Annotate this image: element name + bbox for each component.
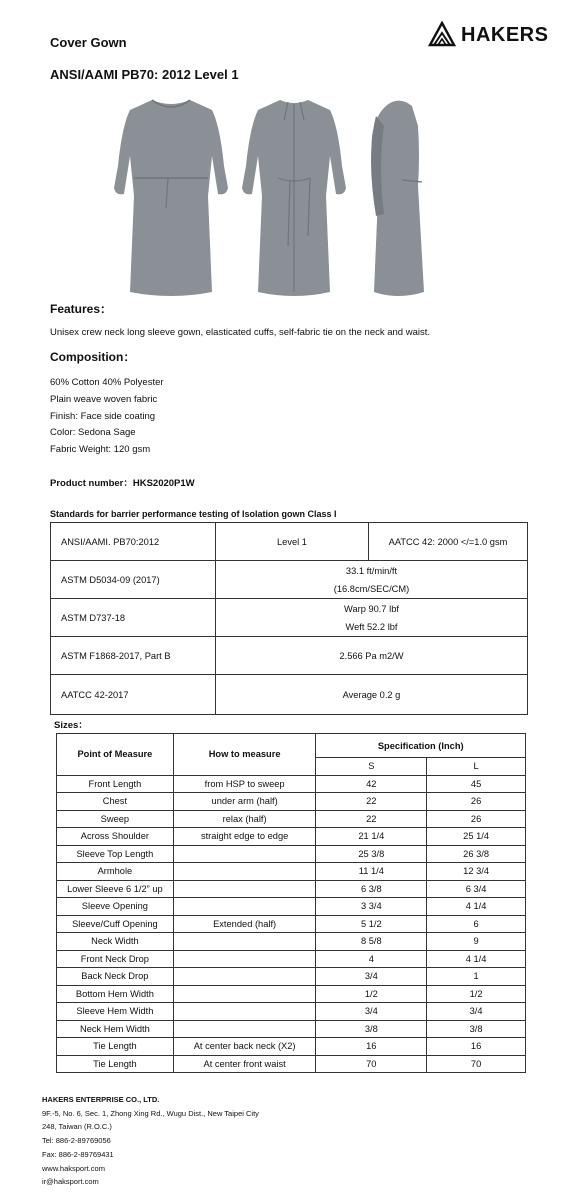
table-cell: 3/4: [427, 1003, 526, 1021]
cell-line: 33.1 ft/min/ft: [345, 565, 398, 576]
company-fax: Fax: 886-2-89769431: [42, 1149, 114, 1159]
table-row: [57, 1003, 526, 1021]
table-cell: 4 1/4: [427, 950, 526, 968]
table-row: [51, 675, 528, 715]
table-cell: [173, 933, 316, 951]
composition-heading: Composition：: [50, 350, 136, 364]
table-row: [57, 1055, 526, 1073]
table-cell: Neck Hem Width: [57, 1020, 174, 1038]
table-cell: Sleeve Opening: [57, 898, 174, 916]
table-row: [57, 880, 526, 898]
table-cell: 8 5/8: [316, 933, 427, 951]
company-website: www.haksport.com: [42, 1163, 105, 1173]
table-cell: under arm (half): [173, 793, 316, 811]
table-cell: [173, 1020, 316, 1038]
table-cell: 25 1/4: [427, 828, 526, 846]
table-cell: ASTM D737-18: [51, 599, 216, 637]
table-cell: 1: [427, 968, 526, 986]
table-cell: 2.566 Pa m2/W: [216, 637, 528, 675]
table-row: [57, 828, 526, 846]
table-cell: Sleeve/Cuff Opening: [57, 915, 174, 933]
cell-line: Weft 52.2 lbf: [345, 621, 398, 632]
table-cell: 3/4: [316, 968, 427, 986]
table-cell: 25 3/8: [316, 845, 427, 863]
table-cell: 22: [316, 810, 427, 828]
table-cell: ASTM D5034-09 (2017): [51, 561, 216, 599]
table-cell: Sweep: [57, 810, 174, 828]
table-row: [57, 810, 526, 828]
table-cell: 26 3/8: [427, 845, 526, 863]
table-cell: Neck Width: [57, 933, 174, 951]
company-name: HAKERS ENTERPRISE CO., LTD.: [42, 1095, 160, 1104]
table-cell: 1/2: [316, 985, 427, 1003]
brand-name: HAKERS: [461, 23, 549, 46]
table-row: [57, 933, 526, 951]
list-item: Plain weave woven fabric: [50, 393, 158, 405]
table-cell: 26: [427, 810, 526, 828]
table-cell: Front Neck Drop: [57, 950, 174, 968]
table-cell: 16: [427, 1038, 526, 1056]
table-row: [57, 968, 526, 986]
table-cell: 16: [316, 1038, 427, 1056]
standard-title: ANSI/AAMI PB70: 2012 Level 1: [50, 67, 239, 82]
table-cell: 9: [427, 933, 526, 951]
table-cell: 3 3/4: [316, 898, 427, 916]
table-row: [57, 863, 526, 881]
table-row: [57, 845, 526, 863]
gown-side-image: [362, 96, 442, 296]
table-cell: [173, 968, 316, 986]
company-address: 248, Taiwan (R.O.C.): [42, 1122, 112, 1132]
brand-logo: [428, 20, 548, 50]
standards-table: [50, 522, 528, 715]
table-row: [57, 1020, 526, 1038]
table-cell: 4: [316, 950, 427, 968]
table-cell: Level 1: [216, 523, 369, 561]
product-number: Product number：HKS2020P1W: [50, 478, 195, 489]
list-item: Fabric Weight: 120 gsm: [50, 444, 151, 456]
table-cell: 42: [316, 775, 427, 793]
table-row: [51, 637, 528, 675]
table-cell: [216, 599, 528, 637]
column-header-s: S: [316, 758, 427, 776]
table-cell: 3/8: [427, 1020, 526, 1038]
table-cell: Extended (half): [173, 915, 316, 933]
table-cell: 70: [427, 1055, 526, 1073]
sizes-table: [56, 733, 526, 1073]
table-cell: relax (half): [173, 810, 316, 828]
table-cell: [173, 863, 316, 881]
list-item: Finish: Face side coating: [50, 410, 156, 422]
table-cell: [173, 880, 316, 898]
table-row: [57, 985, 526, 1003]
table-cell: 6 3/4: [427, 880, 526, 898]
table-cell: [173, 845, 316, 863]
table-cell: 6 3/8: [316, 880, 427, 898]
table-row: [57, 1038, 526, 1056]
table-cell: Lower Sleeve 6 1/2” up: [57, 880, 174, 898]
table-cell: 70: [316, 1055, 427, 1073]
table-cell: Sleeve Hem Width: [57, 1003, 174, 1021]
table-cell: 45: [427, 775, 526, 793]
table-cell: Armhole: [57, 863, 174, 881]
table-cell: AATCC 42-2017: [51, 675, 216, 715]
table-cell: 21 1/4: [316, 828, 427, 846]
table-cell: 4 1/4: [427, 898, 526, 916]
table-cell: [173, 1003, 316, 1021]
table-cell: [173, 985, 316, 1003]
table-cell: 6: [427, 915, 526, 933]
table-cell: 11 1/4: [316, 863, 427, 881]
table-cell: 1/2: [427, 985, 526, 1003]
table-row: [57, 898, 526, 916]
table-cell: 5 1/2: [316, 915, 427, 933]
column-header-how: How to measure: [173, 734, 316, 776]
table-cell: AATCC 42: 2000 </=1.0 gsm: [369, 523, 528, 561]
gown-front-image: [108, 96, 234, 296]
table-cell: Tie Length: [57, 1038, 174, 1056]
company-address: 9F.-5, No. 6, Sec. 1, Zhong Xing Rd., Wugu Dist., New Taipei City: [42, 1108, 259, 1118]
table-cell: Tie Length: [57, 1055, 174, 1073]
table-row: [51, 599, 528, 637]
standards-title: Standards for barrier performance testing of Isolation gown Class I: [50, 509, 337, 519]
table-cell: Chest: [57, 793, 174, 811]
column-header-point: Point of Measure: [57, 734, 174, 776]
table-cell: Bottom Hem Width: [57, 985, 174, 1003]
table-cell: ASTM F1868-2017, Part B: [51, 637, 216, 675]
table-cell: straight edge to edge: [173, 828, 316, 846]
page-title: Cover Gown: [50, 35, 127, 50]
table-cell: 26: [427, 793, 526, 811]
gown-back-image: [238, 96, 350, 296]
table-cell: Sleeve Top Length: [57, 845, 174, 863]
table-cell: At center back neck (X2): [173, 1038, 316, 1056]
features-text: Unisex crew neck long sleeve gown, elasticated cuffs, self-fabric tie on the neck and waist.: [50, 327, 431, 338]
table-cell: Average 0.2 g: [216, 675, 528, 715]
table-row: [57, 775, 526, 793]
table-cell: [173, 950, 316, 968]
cell-line: (16.8cm/SEC/CM): [333, 583, 410, 594]
table-cell: [216, 561, 528, 599]
column-header-spec: Specification (Inch): [316, 734, 526, 758]
table-cell: 3/8: [316, 1020, 427, 1038]
table-row: [51, 523, 528, 561]
company-tel: Tel: 886-2-89769056: [42, 1136, 111, 1146]
table-cell: Across Shoulder: [57, 828, 174, 846]
table-header-row: [57, 734, 526, 758]
company-email: ir@haksport.com: [42, 1177, 99, 1187]
table-row: [57, 793, 526, 811]
table-row: [57, 915, 526, 933]
list-item: Color: Sedona Sage: [50, 427, 136, 439]
company-info: [42, 1093, 259, 1189]
table-cell: Back Neck Drop: [57, 968, 174, 986]
table-cell: 22: [316, 793, 427, 811]
table-row: [51, 561, 528, 599]
mountain-logo-icon: [428, 21, 456, 49]
cell-line: Warp 90.7 lbf: [344, 603, 399, 614]
table-cell: 12 3/4: [427, 863, 526, 881]
list-item: 60% Cotton 40% Polyester: [50, 377, 164, 388]
table-row: [57, 950, 526, 968]
table-cell: 3/4: [316, 1003, 427, 1021]
column-header-l: L: [427, 758, 526, 776]
composition-list: [50, 375, 164, 459]
features-heading: Features：: [50, 302, 113, 316]
table-cell: At center front waist: [173, 1055, 316, 1073]
table-cell: Front Length: [57, 775, 174, 793]
table-cell: ANSI/AAMI. PB70:2012: [51, 523, 216, 561]
table-cell: from HSP to sweep: [173, 775, 316, 793]
sizes-title: Sizes：: [54, 720, 88, 731]
table-cell: [173, 898, 316, 916]
